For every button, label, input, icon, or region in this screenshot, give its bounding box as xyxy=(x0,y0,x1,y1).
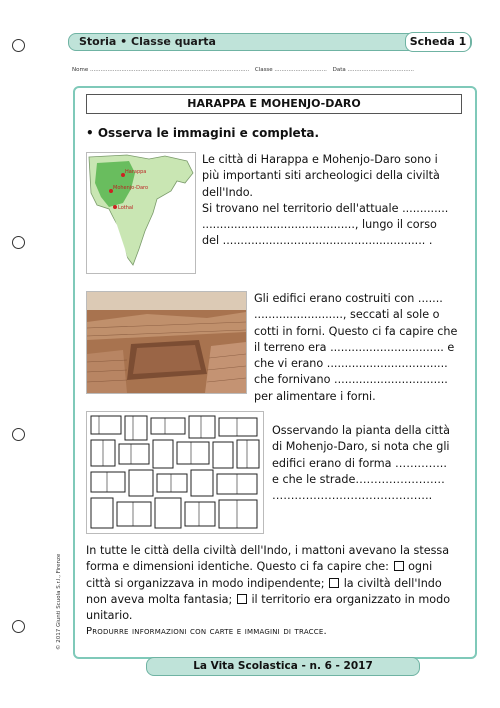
binder-hole xyxy=(12,39,25,52)
instruction: • Osserva le immagini e completa. xyxy=(86,126,320,140)
worksheet-title: HARAPPA E MOHENJO-DARO xyxy=(86,94,462,114)
paragraph-bricks: In tutte le città della civiltà dell'Indo, i mattoni avevano la stessa forma e dimensioni identiche. Questo ci fa capire che: ogni città si organizzava in modo indipendente; la civiltà dell'Indo non aveva molta fantasia; il territorio era organizzato in modo unitario. xyxy=(86,544,451,623)
binder-hole xyxy=(12,428,25,441)
name-field[interactable]: Nome ........................................................................................... xyxy=(72,67,250,73)
map-label-mohenjo-daro: Mohenjo-Daro xyxy=(113,185,149,191)
map-label-lothal: Lothal xyxy=(118,205,134,211)
skill-footnote: Produrre informazioni con carte e immagini di tracce. xyxy=(86,626,327,637)
checkbox-option-3[interactable] xyxy=(237,594,247,604)
sheet-label: Scheda 1 xyxy=(405,32,471,52)
class-field[interactable]: Classe .............................. xyxy=(254,67,327,73)
city-plan-image xyxy=(86,411,264,534)
date-field[interactable]: Data ...................................... xyxy=(332,67,414,73)
ruins-photo xyxy=(86,291,247,394)
paragraph-city-plan: Osservando la pianta della città di Mohenjo-Daro, si nota che gli edifici erano di forma ………….. e che le strade…………………… ……………………………………. xyxy=(272,424,450,503)
map-label-harappa: Harappa xyxy=(125,169,147,175)
checkbox-option-2[interactable] xyxy=(329,578,339,588)
subject-label: Storia • Classe quarta xyxy=(79,35,216,48)
header-bar xyxy=(68,33,472,51)
footer-bar: La Vita Scolastica - n. 6 - 2017 xyxy=(146,657,420,676)
map-image xyxy=(86,152,196,274)
paragraph-buildings: Gli edifici erano costruiti con ....... ........................., seccati al sole o cotti in forni. Questo ci fa capire che il terreno era ................................ e che vi erano .................................. che fornivano ................................ per alimentare i forni. xyxy=(254,292,458,403)
binder-hole xyxy=(12,236,25,249)
student-fields xyxy=(72,67,472,73)
checkbox-option-1[interactable] xyxy=(394,561,404,571)
copyright-credit: © 2017 Giunti Scuola S.r.l., Firenze xyxy=(56,553,62,650)
paragraph-sites: Le città di Harappa e Mohenjo-Daro sono i più importanti siti archeologici della civiltà dell'Indo. Si trovano nel territorio dell'attuale ............. ..........................................., lungo il corso del ......................................................... . xyxy=(202,153,449,248)
binder-hole xyxy=(12,620,25,633)
